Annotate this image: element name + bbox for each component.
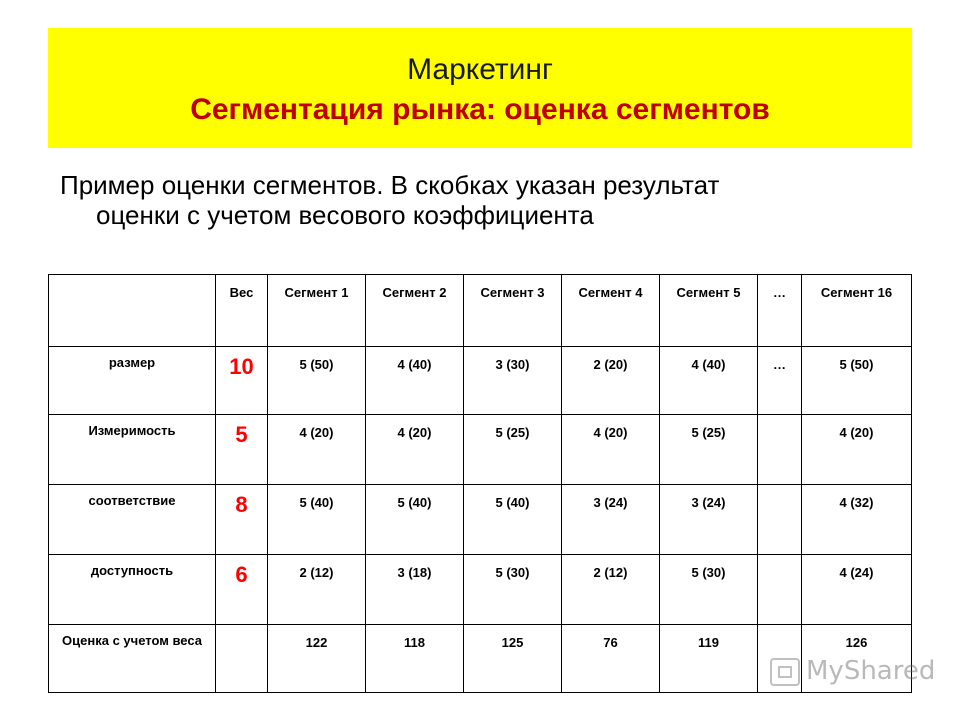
header-cell-segment-1: Сегмент 1 [268,275,366,347]
table-cell: 4 (24) [802,555,912,625]
table-cell: 4 (40) [660,347,758,415]
slide-title: Маркетинг [407,53,553,86]
table-cell: 125 [464,625,562,693]
table-row [49,555,912,625]
table-row [49,347,912,415]
table-cell: 122 [268,625,366,693]
table-cell: 5 (25) [660,415,758,485]
row-label: размер [49,347,216,415]
table-cell: 4 (32) [802,485,912,555]
table-cell: 4 (20) [268,415,366,485]
table-cell: 3 (18) [366,555,464,625]
segment-evaluation-table [48,274,912,693]
table-row [49,415,912,485]
table-header-row [49,275,912,347]
row-label: Оценка с учетом веса [49,625,216,693]
table-cell: 2 (12) [268,555,366,625]
row-label: доступность [49,555,216,625]
table-cell [758,555,802,625]
watermark-logo [770,656,936,690]
table-cell: 3 (24) [562,485,660,555]
table-cell: 4 (40) [366,347,464,415]
table-cell: 5 (30) [660,555,758,625]
table-cell: 5 (50) [802,347,912,415]
table-cell [758,415,802,485]
header-cell-segment-5: Сегмент 5 [660,275,758,347]
table-cell: 4 (20) [366,415,464,485]
table-cell: 4 (20) [802,415,912,485]
slide-subtitle: Сегментация рынка: оценка сегментов [190,93,770,126]
table-cell: 118 [366,625,464,693]
table-cell: 5 (25) [464,415,562,485]
header-cell-segment-3: Сегмент 3 [464,275,562,347]
title-banner [48,28,912,148]
table-cell: 4 (20) [562,415,660,485]
presentation-screen-icon [770,658,800,686]
header-cell-ellipsis: … [758,275,802,347]
table-cell: 119 [660,625,758,693]
header-cell-empty [49,275,216,347]
intro-text [60,170,920,230]
table-cell: 2 (20) [562,347,660,415]
table-cell: 76 [562,625,660,693]
weight-cell: 10 [216,347,268,415]
table-cell: … [758,347,802,415]
table-cell: 5 (40) [366,485,464,555]
table-cell: 2 (12) [562,555,660,625]
header-cell-segment-4: Сегмент 4 [562,275,660,347]
weight-cell: 6 [216,555,268,625]
table-cell: 5 (40) [268,485,366,555]
weight-cell [216,625,268,693]
watermark-text: MyShared [806,656,936,686]
table-cell: 126 [802,625,912,693]
header-cell-segment-2: Сегмент 2 [366,275,464,347]
table-cell: 5 (50) [268,347,366,415]
header-cell-segment-16: Сегмент 16 [802,275,912,347]
table-cell: 5 (30) [464,555,562,625]
table-cell: 3 (30) [464,347,562,415]
weight-cell: 5 [216,415,268,485]
header-cell-weight: Вес [216,275,268,347]
row-label: Измеримость [49,415,216,485]
table-cell: 3 (24) [660,485,758,555]
table-row [49,485,912,555]
weight-cell: 8 [216,485,268,555]
table-cell [758,485,802,555]
table-cell: 5 (40) [464,485,562,555]
intro-line-1: Пример оценки сегментов. В скобках указан результат [60,170,720,200]
row-label: соответствие [49,485,216,555]
intro-line-2: оценки с учетом весового коэффициента [96,200,594,230]
